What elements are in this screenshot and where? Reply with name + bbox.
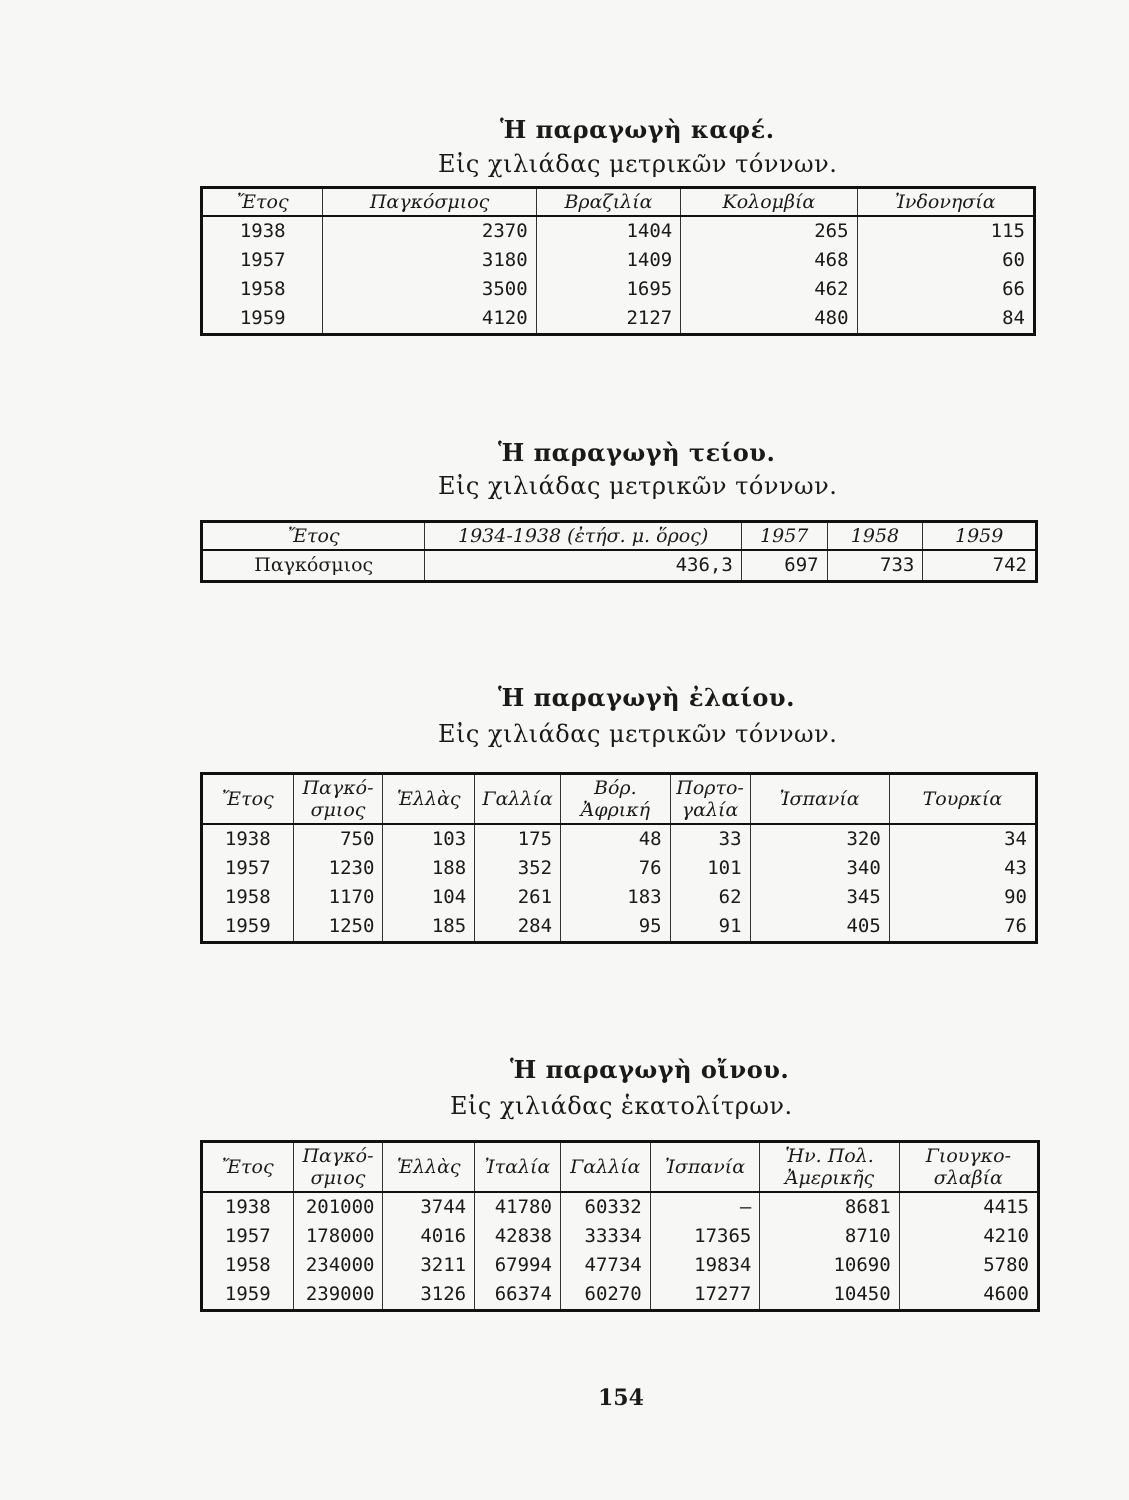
table-cell: 76 xyxy=(561,854,671,883)
wine-header-cell: Γιουγκο- σλαβία xyxy=(899,1142,1038,1193)
table-cell: 340 xyxy=(750,854,889,883)
coffee-header-cell: Ἔτος xyxy=(202,188,323,217)
table-cell: 1958 xyxy=(224,886,271,908)
olive-oil-header-cell: Τουρκία xyxy=(889,774,1036,825)
table-cell: 34 xyxy=(889,824,1036,854)
wine-header-cell: Παγκό- σμιος xyxy=(293,1142,383,1193)
table-cell: 76 xyxy=(889,912,1036,943)
table-cell: 462 xyxy=(681,275,857,304)
table-cell: 1957 xyxy=(224,857,271,879)
table-cell: 60332 xyxy=(560,1192,650,1222)
tea-subtitle: Εἰς χιλιάδας μετρικῶν τόννων. xyxy=(438,472,838,500)
table-cell: 188 xyxy=(383,854,475,883)
wine-header-cell: Ἑλλὰς xyxy=(383,1142,475,1193)
olive-oil-header-cell: Ἔτος xyxy=(202,774,294,825)
table-cell: 185 xyxy=(383,912,475,943)
olive-oil-table-body xyxy=(202,824,1037,943)
table-cell: 17365 xyxy=(650,1222,760,1251)
wine-title: Ἡ παραγωγὴ οἴνου. xyxy=(510,1055,790,1084)
table-cell: 1695 xyxy=(536,275,681,304)
table-cell: 265 xyxy=(681,216,857,246)
table-cell: 3500 xyxy=(323,275,536,304)
table-cell: 60 xyxy=(857,246,1034,275)
wine-table xyxy=(200,1140,1040,1312)
tea-header-row xyxy=(202,522,1037,551)
table-cell: 19834 xyxy=(650,1251,760,1280)
table-row xyxy=(202,912,1037,943)
olive-oil-header-cell: Παγκό- σμιος xyxy=(293,774,383,825)
table-cell: 104 xyxy=(383,883,475,912)
olive-oil-subtitle: Εἰς χιλιάδας μετρικῶν τόννων. xyxy=(438,720,838,748)
table-cell: 742 xyxy=(923,550,1037,582)
table-cell: 4016 xyxy=(383,1222,475,1251)
table-cell: 1959 xyxy=(224,915,271,937)
table-cell: 33 xyxy=(670,824,750,854)
table-cell: 47734 xyxy=(560,1251,650,1280)
table-cell: 4120 xyxy=(323,304,536,335)
table-cell: 405 xyxy=(750,912,889,943)
tea-table-body xyxy=(202,550,1037,582)
table-row xyxy=(202,1222,1039,1251)
table-cell: 4415 xyxy=(899,1192,1038,1222)
tea-title: Ἡ παραγωγὴ τείου. xyxy=(498,438,776,467)
table-cell: 90 xyxy=(889,883,1036,912)
table-cell: 17277 xyxy=(650,1280,760,1311)
table-cell: 66374 xyxy=(475,1280,561,1311)
table-cell: 750 xyxy=(293,824,383,854)
table-cell: 1958 xyxy=(224,1254,271,1276)
coffee-header-cell: Βραζιλία xyxy=(536,188,681,217)
table-cell: 1230 xyxy=(293,854,383,883)
table-cell: — xyxy=(650,1192,760,1222)
table-cell: 1959 xyxy=(224,1283,271,1305)
table-cell: 1938 xyxy=(239,220,286,242)
table-cell: 284 xyxy=(475,912,561,943)
table-cell: 2127 xyxy=(536,304,681,335)
table-row xyxy=(202,854,1037,883)
table-cell: 1959 xyxy=(239,307,286,329)
table-cell: 10450 xyxy=(760,1280,899,1311)
table-cell: 60270 xyxy=(560,1280,650,1311)
table-cell: 103 xyxy=(383,824,475,854)
wine-header-cell: Γαλλία xyxy=(560,1142,650,1193)
table-cell: 48 xyxy=(561,824,671,854)
table-row xyxy=(202,883,1037,912)
coffee-subtitle: Εἰς χιλιάδας μετρικῶν τόννων. xyxy=(438,150,838,178)
coffee-header-cell: Παγκόσμιος xyxy=(323,188,536,217)
table-cell: 352 xyxy=(475,854,561,883)
wine-header-row xyxy=(202,1142,1039,1193)
olive-oil-header-cell: Πορτο- γαλία xyxy=(670,774,750,825)
table-cell: 42838 xyxy=(475,1222,561,1251)
table-cell: 1958 xyxy=(239,278,286,300)
tea-header-cell: Ἔτος xyxy=(202,522,425,551)
table-cell: 234000 xyxy=(293,1251,383,1280)
table-cell: 101 xyxy=(670,854,750,883)
table-cell: 1404 xyxy=(536,216,681,246)
table-row xyxy=(202,246,1035,275)
olive-oil-title: Ἡ παραγωγὴ ἐλαίου. xyxy=(498,683,795,712)
table-cell: 480 xyxy=(681,304,857,335)
olive-oil-header-cell: Ἑλλὰς xyxy=(383,774,475,825)
table-cell: 10690 xyxy=(760,1251,899,1280)
table-row xyxy=(202,550,1037,582)
table-cell: 1957 xyxy=(224,1225,271,1247)
wine-header-cell: Ἔτος xyxy=(202,1142,294,1193)
table-cell: 4210 xyxy=(899,1222,1038,1251)
table-cell: 43 xyxy=(889,854,1036,883)
coffee-title: Ἡ παραγωγὴ καφέ. xyxy=(500,115,775,144)
table-cell: 1250 xyxy=(293,912,383,943)
table-cell: 733 xyxy=(827,550,923,582)
table-cell: 115 xyxy=(857,216,1034,246)
coffee-header-row xyxy=(202,188,1035,217)
wine-header-cell: Ἡν. Πολ. Ἀμερικῆς xyxy=(760,1142,899,1193)
table-cell: Παγκόσμιος xyxy=(254,554,374,576)
olive-oil-table xyxy=(200,772,1038,944)
table-cell: 1938 xyxy=(224,828,271,850)
table-cell: 91 xyxy=(670,912,750,943)
olive-oil-header-row xyxy=(202,774,1037,825)
tea-table xyxy=(200,520,1038,583)
table-cell: 8681 xyxy=(760,1192,899,1222)
table-cell: 345 xyxy=(750,883,889,912)
table-cell: 41780 xyxy=(475,1192,561,1222)
olive-oil-header-cell: Γαλλία xyxy=(475,774,561,825)
table-cell: 95 xyxy=(561,912,671,943)
coffee-table-body xyxy=(202,216,1035,335)
table-cell: 1170 xyxy=(293,883,383,912)
table-cell: 175 xyxy=(475,824,561,854)
table-cell: 62 xyxy=(670,883,750,912)
table-cell: 3211 xyxy=(383,1251,475,1280)
olive-oil-header-cell: Βόρ. Ἀφρική xyxy=(561,774,671,825)
wine-header-cell: Ἰταλία xyxy=(475,1142,561,1193)
coffee-header-cell: Ἰνδονησία xyxy=(857,188,1034,217)
tea-header-cell: 1959 xyxy=(923,522,1037,551)
table-row xyxy=(202,275,1035,304)
table-cell: 3180 xyxy=(323,246,536,275)
table-cell: 697 xyxy=(741,550,827,582)
table-cell: 66 xyxy=(857,275,1034,304)
table-row xyxy=(202,1280,1039,1311)
wine-header-cell: Ἰσπανία xyxy=(650,1142,760,1193)
table-cell: 261 xyxy=(475,883,561,912)
table-cell: 468 xyxy=(681,246,857,275)
coffee-header-cell: Κολομβία xyxy=(681,188,857,217)
coffee-table xyxy=(200,186,1036,336)
table-row xyxy=(202,304,1035,335)
table-cell: 4600 xyxy=(899,1280,1038,1311)
wine-subtitle: Εἰς χιλιάδας ἑκατολίτρων. xyxy=(450,1092,793,1120)
table-cell: 33334 xyxy=(560,1222,650,1251)
table-cell: 8710 xyxy=(760,1222,899,1251)
table-row xyxy=(202,824,1037,854)
table-cell: 84 xyxy=(857,304,1034,335)
table-cell: 1957 xyxy=(239,249,286,271)
tea-header-cell: 1934-1938 (ἐτήσ. μ. ὅρος) xyxy=(425,522,741,551)
table-cell: 67994 xyxy=(475,1251,561,1280)
table-cell: 1409 xyxy=(536,246,681,275)
table-cell: 201000 xyxy=(293,1192,383,1222)
table-cell: 436,3 xyxy=(425,550,741,582)
table-cell: 320 xyxy=(750,824,889,854)
table-cell: 178000 xyxy=(293,1222,383,1251)
table-row xyxy=(202,1251,1039,1280)
table-cell: 183 xyxy=(561,883,671,912)
table-row xyxy=(202,216,1035,246)
wine-table-body xyxy=(202,1192,1039,1311)
table-cell: 5780 xyxy=(899,1251,1038,1280)
table-cell: 3744 xyxy=(383,1192,475,1222)
table-cell: 239000 xyxy=(293,1280,383,1311)
table-cell: 3126 xyxy=(383,1280,475,1311)
tea-header-cell: 1958 xyxy=(827,522,923,551)
table-row xyxy=(202,1192,1039,1222)
olive-oil-header-cell: Ἰσπανία xyxy=(750,774,889,825)
table-cell: 1938 xyxy=(224,1196,271,1218)
tea-header-cell: 1957 xyxy=(741,522,827,551)
table-cell: 2370 xyxy=(323,216,536,246)
page-number: 154 xyxy=(598,1385,644,1411)
